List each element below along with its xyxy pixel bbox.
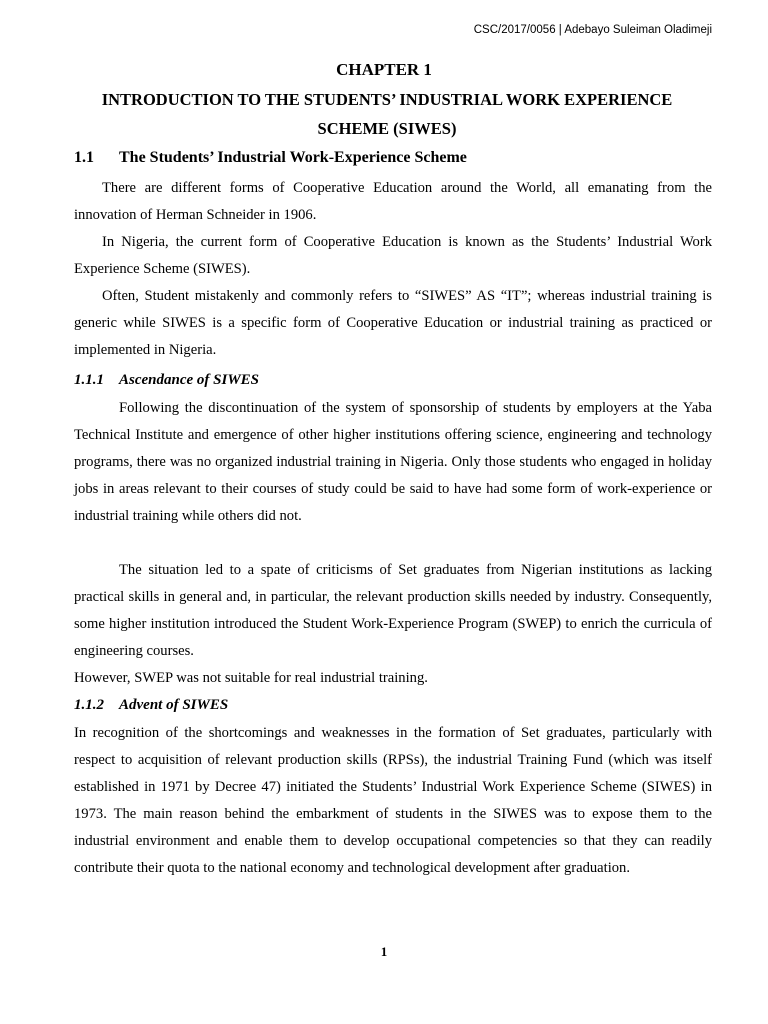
section-title: The Students’ Industrial Work-Experience Scheme [119,149,467,166]
subsection-heading-1-1-2 [74,697,228,714]
subsection-number: 1.1.2 [74,697,104,713]
subsection-number: 1.1.1 [74,372,104,388]
paragraph-siwes-vs-it: Often, Student mistakenly and commonly refers to “SIWES” AS “IT”; whereas industrial training is generic while SIWES is a specific form of Cooperative Education or industrial training as practiced or implemented in Nigeria. [74,288,712,358]
page-header: CSC/2017/0056 | Adebayo Suleiman Oladimeji [473,24,712,36]
subsection-title: Ascendance of SIWES [119,372,260,388]
page-number: 1 [380,944,388,959]
subsection-heading-1-1-1 [74,372,259,389]
paragraph-nigeria-siwes: In Nigeria, the current form of Cooperative Education is known as the Students’ Industrial Work Experience Scheme (SIWES). [74,234,712,277]
chapter-heading: CHAPTER 1 [336,60,432,79]
chapter-title-line-2: SCHEME (SIWES) [317,119,457,138]
paragraph-forms-of-coop-education: There are different forms of Cooperative Education around the World, all emanating from the innovation of Herman Schneider in 1906. [74,180,712,223]
chapter-title-line-1: INTRODUCTION TO THE STUDENTS’ INDUSTRIAL WORK EXPERIENCE [101,90,673,109]
section-heading-1-1 [74,149,467,167]
paragraph-criticisms: The situation led to a spate of criticisms of Set graduates from Nigerian institutions as lacking practical skills in general and, in particular, the relevant production skills needed by industry. Consequently, some higher institution introduced the Student Work-Experience Program (SWEP) to enrich the curricula of engineering courses. [74,562,712,659]
section-number: 1.1 [74,149,94,166]
paragraph-discontinuation: Following the discontinuation of the system of sponsorship of students by employers at the Yaba Technical Institute and emergence of other higher institutions offering science, engineering and technology programs, there was no organized industrial training in Nigeria. Only those students who engaged in holiday jobs in areas relevant to their courses of study could be said to have had some form of work-experience or industrial training while others did not. [74,400,712,524]
paragraph-advent-of-siwes: In recognition of the shortcomings and weaknesses in the formation of Set graduates, particularly with respect to acquisition of relevant production skills (RPSs), the industrial Training Fund (which was itself established in 1971 by Decree 47) initiated the Students’ Industrial Work Experience Scheme (SIWES) in 1973. The main reason behind the embarkment of students in the SIWES was to expose them to the industrial environment and enable them to develop occupational competencies so that they can readily contribute their quota to the national economy and technological development after graduation. [74,725,712,876]
subsection-title: Advent of SIWES [119,697,229,713]
paragraph-swep-not-suitable: However, SWEP was not suitable for real industrial training. [74,670,428,686]
